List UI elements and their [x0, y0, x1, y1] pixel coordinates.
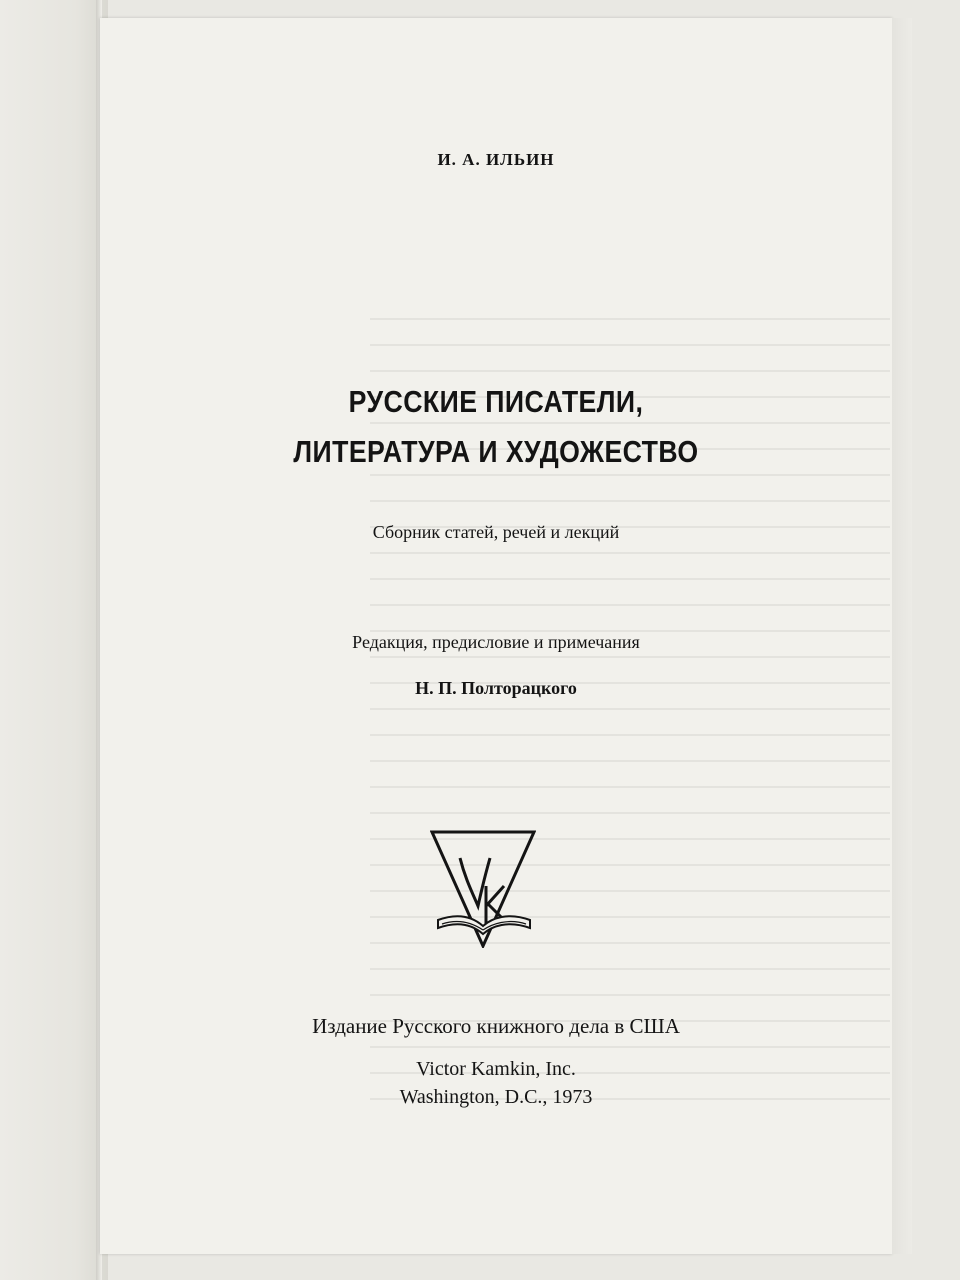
- publisher-company: Victor Kamkin, Inc.: [416, 1058, 576, 1080]
- facing-page: [0, 0, 108, 1280]
- publisher-line: Издание Русского книжного дела в США: [312, 1014, 680, 1038]
- book-subtitle: Сборник статей, речей и лекций: [372, 522, 620, 542]
- author-name: И. А. ИЛЬИН: [437, 150, 555, 169]
- publication-place-year: Washington, D.C., 1973: [399, 1086, 593, 1108]
- book-title-line-2: ЛИТЕРАТУРА И ХУДОЖЕСТВО: [293, 434, 699, 469]
- editor-name: Н. П. Полторацкого: [415, 678, 577, 698]
- editorial-note: Редакция, предисловие и примечания: [352, 632, 640, 652]
- vk-publisher-logo-icon: [430, 828, 536, 948]
- page-stack-edge: [892, 18, 912, 1254]
- book-title-line-1: РУССКИЕ ПИСАТЕЛИ,: [348, 384, 644, 419]
- title-page: [100, 18, 892, 1254]
